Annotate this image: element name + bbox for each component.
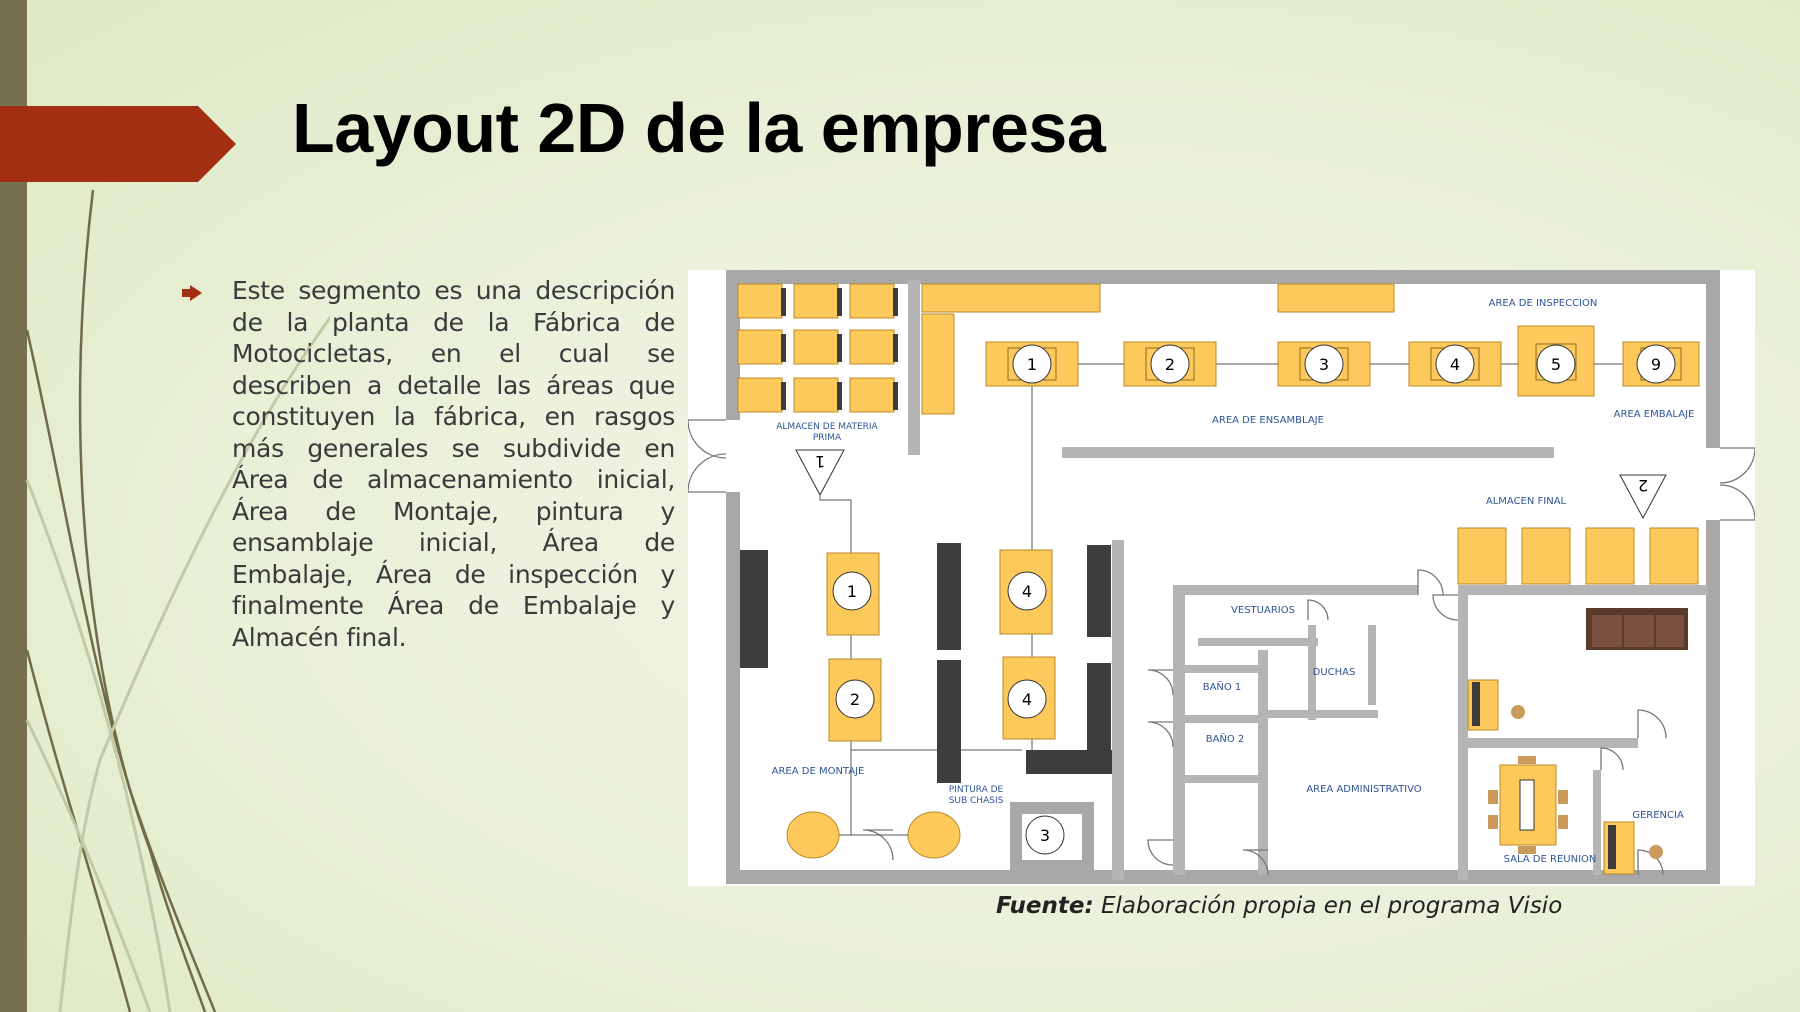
svg-text:2: 2 — [1637, 476, 1649, 495]
title-arrow-banner — [0, 106, 240, 182]
label-vestuarios: VESTUARIOS — [1231, 605, 1295, 616]
label-duchas: DUCHAS — [1312, 667, 1356, 678]
label-inspeccion: AREA DE INSPECCION — [1488, 298, 1598, 309]
factory-floor-plan — [688, 270, 1755, 886]
svg-text:4: 4 — [1021, 690, 1033, 709]
label-materia-prima: ALMACEN DE MATERIA — [776, 422, 878, 432]
label-bano-1: BAÑO 1 — [1202, 682, 1242, 693]
figure-caption — [996, 893, 1562, 919]
station-marker — [1436, 345, 1474, 383]
label-bano-2: BAÑO 2 — [1205, 734, 1245, 745]
label-sala-reunion: SALA DE REUNION — [1503, 854, 1597, 865]
label-materia-prima: PRIMA — [812, 433, 842, 443]
label-embalaje: AREA EMBALAJE — [1613, 409, 1695, 420]
svg-text:1: 1 — [814, 452, 826, 471]
station-marker — [1637, 345, 1675, 383]
svg-text:3: 3 — [1039, 826, 1051, 845]
svg-text:3: 3 — [1318, 355, 1330, 374]
station-marker — [1305, 345, 1343, 383]
svg-text:5: 5 — [1550, 355, 1562, 374]
station-marker — [1008, 572, 1046, 610]
station-marker — [836, 680, 874, 718]
lounge-sofa — [1586, 608, 1688, 650]
meeting-table — [1488, 756, 1568, 854]
slide-title: Layout 2D de la empresa — [292, 89, 1106, 167]
description-paragraph: Este segmento es una descripción de la planta de la Fábrica de Motocicletas, en el cual se describen a detalle las áreas que constituyen la fábrica, en rasgos más generales se subdivide en Área de almacenamiento inicial, Área de Montaje, pintura y ensamblaje inicial, Área de Embalaje, Área de inspección y finalmente Área de Embalaje y Almacén final. — [232, 276, 675, 652]
caption-source-label: Fuente: — [996, 893, 1094, 919]
station-marker — [1151, 345, 1189, 383]
station-marker — [833, 572, 871, 610]
label-montaje: AREA DE MONTAJE — [771, 766, 865, 777]
svg-text:2: 2 — [849, 690, 861, 709]
label-almacen-final: ALMACEN FINAL — [1485, 496, 1567, 507]
label-gerencia: GERENCIA — [1632, 810, 1684, 821]
caption-source-text: Elaboración propia en el programa Visio — [1093, 893, 1563, 919]
arrow-bullet-icon — [182, 285, 202, 301]
label-ensamblaje: AREA DE ENSAMBLAJE — [1212, 415, 1324, 426]
label-administrativo: AREA ADMINISTRATIVO — [1306, 784, 1422, 795]
svg-text:4: 4 — [1021, 582, 1033, 601]
station-marker — [1013, 345, 1051, 383]
svg-text:4: 4 — [1449, 355, 1461, 374]
svg-text:9: 9 — [1650, 355, 1662, 374]
svg-text:1: 1 — [1026, 355, 1038, 374]
station-marker — [1008, 680, 1046, 718]
svg-text:1: 1 — [846, 582, 858, 601]
svg-text:2: 2 — [1164, 355, 1176, 374]
station-marker — [1537, 345, 1575, 383]
paint-booth — [1010, 802, 1094, 870]
label-pintura: SUB CHASIS — [948, 796, 1004, 806]
label-pintura: PINTURA DE — [948, 785, 1004, 795]
